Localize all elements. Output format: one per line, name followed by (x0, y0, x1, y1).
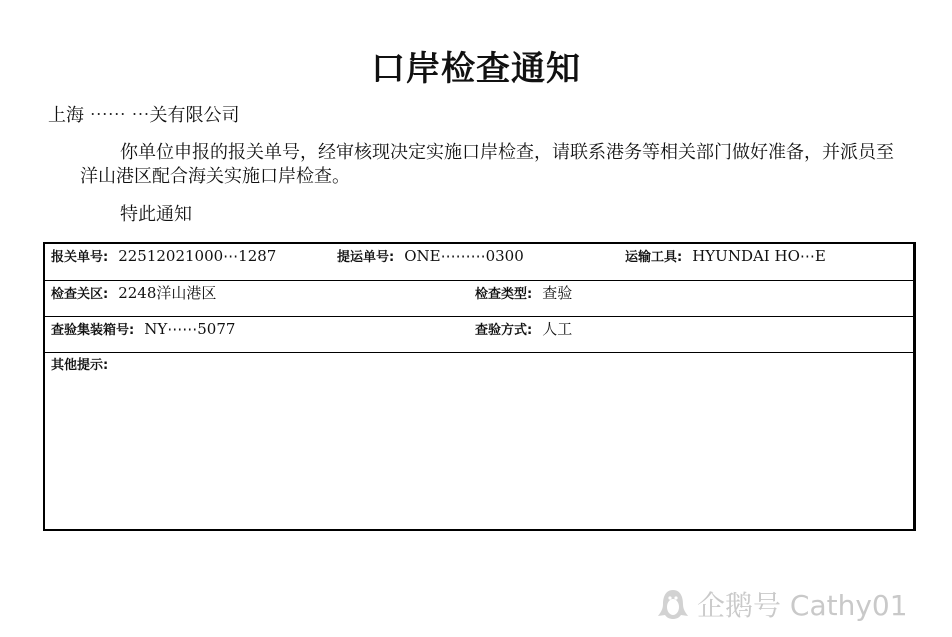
inspection-type-cell (475, 283, 572, 305)
closing-line: 特此通知 (120, 204, 192, 225)
container-number-value: NY⋯⋯5077 (144, 320, 236, 338)
other-notes-label: 其他提示: (51, 358, 109, 373)
transport-cell (625, 246, 826, 268)
declaration-number-cell (51, 246, 276, 268)
customs-area-label: 检查关区: (51, 287, 109, 302)
container-number-label: 查验集装箱号: (51, 323, 135, 338)
container-number-cell (51, 319, 235, 341)
inspection-method-cell (475, 319, 572, 341)
transport-value: HYUNDAI HO⋯E (692, 247, 826, 265)
inspection-info-table (43, 242, 916, 531)
transport-label: 运输工具: (625, 250, 683, 265)
bill-number-label: 提运单号: (337, 250, 395, 265)
bill-number-value: ONE⋯⋯⋯0300 (404, 247, 524, 265)
inspection-type-label: 检查类型: (475, 287, 533, 302)
declaration-number-value: 22512021000⋯1287 (118, 247, 277, 265)
bill-number-cell (337, 246, 524, 268)
inspection-type-value: 查验 (542, 284, 573, 302)
table-row (45, 281, 913, 317)
penguin-logo-icon (655, 586, 691, 622)
declaration-number-label: 报关单号: (51, 250, 109, 265)
table-row (45, 244, 913, 281)
notice-body: 你单位申报的报关单号，经审核现决定实施口岸检查，请联系港务等相关部门做好准备，并派员至洋山港区配合海关实施口岸检查。 (80, 142, 894, 187)
watermark (655, 584, 908, 624)
document-title: 口岸检查通知 (371, 49, 581, 89)
other-notes (51, 357, 118, 375)
customs-area-cell (51, 283, 216, 305)
inspection-method-label: 查验方式: (475, 323, 533, 338)
table-row (45, 317, 913, 353)
inspection-method-value: 人工 (542, 320, 573, 338)
watermark-text: 企鹅号 Cathy01 (697, 589, 908, 622)
customs-area-value: 2248洋山港区 (118, 284, 217, 302)
company-name: 上海 ⋯⋯ ⋯关有限公司 (48, 105, 240, 126)
